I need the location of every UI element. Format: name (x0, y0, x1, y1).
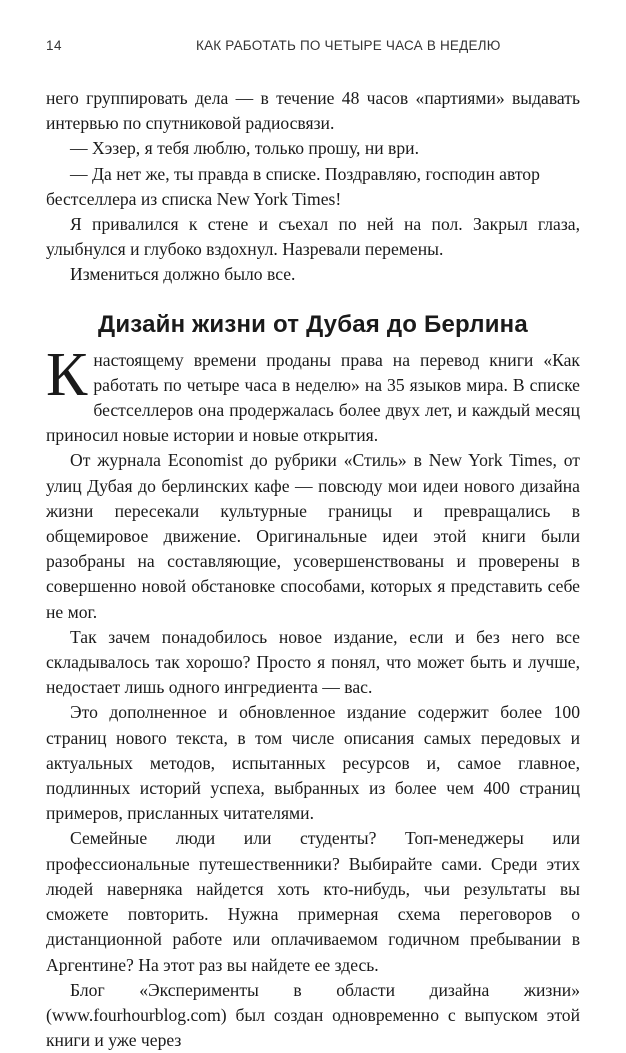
running-title: КАК РАБОТАТЬ ПО ЧЕТЫРЕ ЧАСА В НЕДЕЛЮ (196, 38, 501, 53)
intro-paragraph-5: Измениться должно было все. (70, 264, 296, 285)
section-title: Дизайн жизни от Дубая до Берлина (98, 310, 528, 338)
section-paragraph-6: Блог «Эксперименты в области дизайна жизни» (www.fourhourblog.com) был создан одновременно с выпуском этой книги и уже через (46, 979, 580, 1051)
section-paragraph-4: Это дополненное и обновленное издание содержит более 100 страниц нового текста, в том числе описания самых передовых и актуальных методов, испытанных ресурсов и, самое главное, подлинных историй успеха, выбранных из более чем 400 страниц примеров, присланных читателями. (46, 702, 580, 824)
section-spacer (46, 288, 580, 310)
page-body (46, 86, 580, 1053)
page-header (46, 38, 580, 58)
section-first-paragraph (46, 340, 580, 449)
section-paragraph-5: Семейные люди или студенты? Топ-менеджеры или профессиональные путешественники? Выбирайте сами. Среди этих людей наверняка найдется хоть кто-нибудь, чьи результаты вы сможете повторить. Нужна примерная схема переговоров о дистанционной работе или оплачиваемом годичном пребывании в Аргентине? На этот раз вы найдете ее здесь. (46, 828, 580, 975)
intro-paragraph-4: Я привалился к стене и съехал по ней на пол. Закрыл глаза, улыбнулся и глубоко вздохнул. Назревали перемены. (46, 214, 580, 260)
section-paragraph-3: Так зачем понадобилось новое издание, если и без него все складывалось так хорошо? Просто я понял, что может быть и лучше, недостает лишь одного ингредиента — вас. (46, 626, 580, 698)
intro-paragraph-3: — Да нет же, ты правда в списке. Поздравляю, господин автор бестселлера из списка New York Times! (46, 163, 540, 209)
intro-paragraph-2: — Хэзер, я тебя люблю, только прошу, ни ври. (70, 138, 419, 159)
first-paragraph-text: настоящему времени проданы права на перевод книги «Как работать по четыре часа в неделю» на 35 языков мира. В списке бестселлеров она продержалась более двух лет, и каждый месяц приносил новые истории и новые открытия. (46, 349, 580, 446)
section-paragraph-2: От журнала Economist до рубрики «Стиль» в New York Times, от улиц Дубая до берлинских кафе — повсюду мои идеи нового дизайна жизни пересекали культурные границы и превращались в общемировое движение. Оригинальные идеи этой книги были разобраны на составляющие, усовершенствованы и проверены в совершенно новой обстановке способами, которых я представить себе не мог. (46, 450, 580, 622)
drop-cap: К (46, 340, 88, 409)
intro-paragraph-1: него группировать дела — в течение 48 часов «партиями» выдавать интервью по спутниковой радиосвязи. (46, 88, 580, 134)
page-number: 14 (46, 38, 63, 53)
